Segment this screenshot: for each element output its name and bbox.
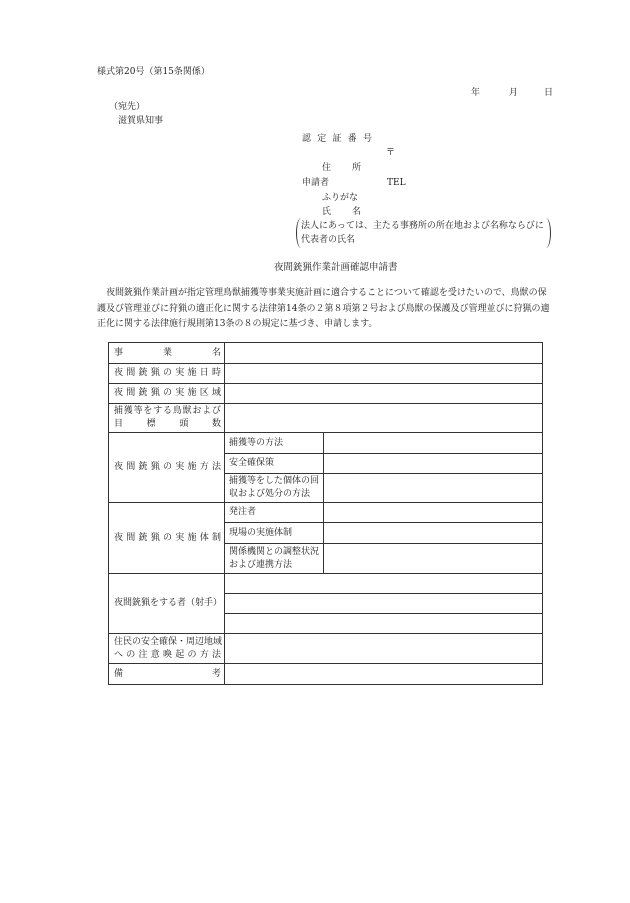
safety-measures-value-cell <box>324 454 543 474</box>
addressee-prefix: （宛先） <box>109 102 146 112</box>
table-row <box>109 503 543 523</box>
shooter-value-cell <box>225 594 543 614</box>
carcass-disposal-value-cell <box>324 474 543 503</box>
body-line: 正化に関する法律施行規則第13条の８の規定に基づき、申請します。 <box>97 319 378 329</box>
form-number: 様式第20号（第15条関係） <box>97 67 210 77</box>
date-month-label: 月 <box>509 88 519 98</box>
field-structure-value-cell <box>324 523 543 544</box>
remarks-value-cell <box>225 664 543 685</box>
body-paragraph <box>97 286 549 333</box>
resident-safety-value-cell <box>225 634 543 664</box>
table-row <box>109 343 543 364</box>
client-label: 発注者 <box>225 503 324 523</box>
table-row <box>109 404 543 433</box>
corporate-note-line: 代表者の氏名 <box>301 235 356 245</box>
carcass-disposal-label <box>225 474 324 503</box>
shooter-value-cell <box>225 574 543 594</box>
document-title: 夜間銃猟作業計画確認申請書 <box>274 262 398 273</box>
shooter-label: 夜間銃猟をする者（射手） <box>109 574 225 634</box>
applicant-label: 申請者 <box>302 178 330 188</box>
safety-measures-label: 安全確保策 <box>225 454 324 474</box>
addressee: 滋賀県知事 <box>118 116 164 126</box>
target-species-label-line: 目 標 頭 数 <box>114 419 221 429</box>
shooter-value-cell <box>225 614 543 634</box>
hunting-organization-label: 夜 間 銃 猟 の 実 施 体 制 <box>109 503 225 574</box>
client-value-cell <box>324 503 543 523</box>
body-line: 夜間銃猟作業計画が指定管理鳥獣捕獲等事業実施計画に適合することについて確認を受けたいので、鳥獣の保 <box>106 288 547 298</box>
furigana-label: ふりがな <box>322 193 359 203</box>
table-row <box>109 634 543 664</box>
coordination-label <box>225 544 324 574</box>
body-line: 護及び管理並びに狩猟の適正化に関する法律第14条の２第８項第２号および鳥獣の保護及び管理並びに狩猟の適 <box>97 303 550 314</box>
hunting-datetime-label: 夜 間 銃 猟 の 実 施 日 時 <box>109 364 225 384</box>
application-table <box>108 342 543 685</box>
coordination-label-line: 関係機関との調整状況 <box>229 546 320 557</box>
address-label: 住 所 <box>322 163 361 173</box>
hunting-area-label: 夜 間 銃 猟 の 実 施 区 域 <box>109 384 225 404</box>
field-structure-label: 現場の実施体制 <box>225 523 324 544</box>
coordination-value-cell <box>324 544 543 574</box>
postal-mark: 〒 <box>386 148 396 158</box>
capture-method-label: 捕獲等の方法 <box>225 433 324 454</box>
date-year-label: 年 <box>471 88 481 98</box>
table-row <box>109 433 543 454</box>
remarks-label: 備 考 <box>109 664 225 685</box>
hunting-method-label: 夜 間 銃 猟 の 実 施 方 法 <box>109 433 225 503</box>
resident-safety-label-line: へ の 注 意 喚 起 の 方 法 <box>114 649 221 660</box>
hunting-datetime-value-cell <box>225 364 543 384</box>
carcass-disposal-label-line: 捕獲等をした個体の回 <box>229 476 320 486</box>
capture-method-value-cell <box>324 433 543 454</box>
table-row <box>109 664 543 685</box>
table-row <box>109 364 543 384</box>
carcass-disposal-label-line: 収および処分の方法 <box>229 489 311 499</box>
corporate-note <box>301 219 544 247</box>
right-bracket <box>545 218 551 248</box>
target-species-label-line: 捕獲等をする鳥獣および <box>114 406 221 416</box>
cert-number-label: 認 定 証 番 号 <box>302 134 372 144</box>
business-name-label: 事 業 名 <box>109 343 225 364</box>
target-species-label <box>109 404 225 433</box>
hunting-area-value-cell <box>225 384 543 404</box>
corporate-note-line: 法人にあっては、主たる事務所の所在地および名称ならびに <box>301 221 544 231</box>
coordination-label-line: および連携方法 <box>229 559 293 570</box>
resident-safety-label <box>109 634 225 664</box>
name-label: 氏 名 <box>322 207 361 217</box>
tel-label: TEL <box>387 178 406 188</box>
table-row <box>109 574 543 594</box>
resident-safety-label-line: 住民の安全確保・周辺地域 <box>114 636 223 647</box>
table-row <box>109 384 543 404</box>
date-day-label: 日 <box>544 88 554 98</box>
target-species-value-cell <box>225 404 543 433</box>
business-name-value-cell <box>225 343 543 364</box>
